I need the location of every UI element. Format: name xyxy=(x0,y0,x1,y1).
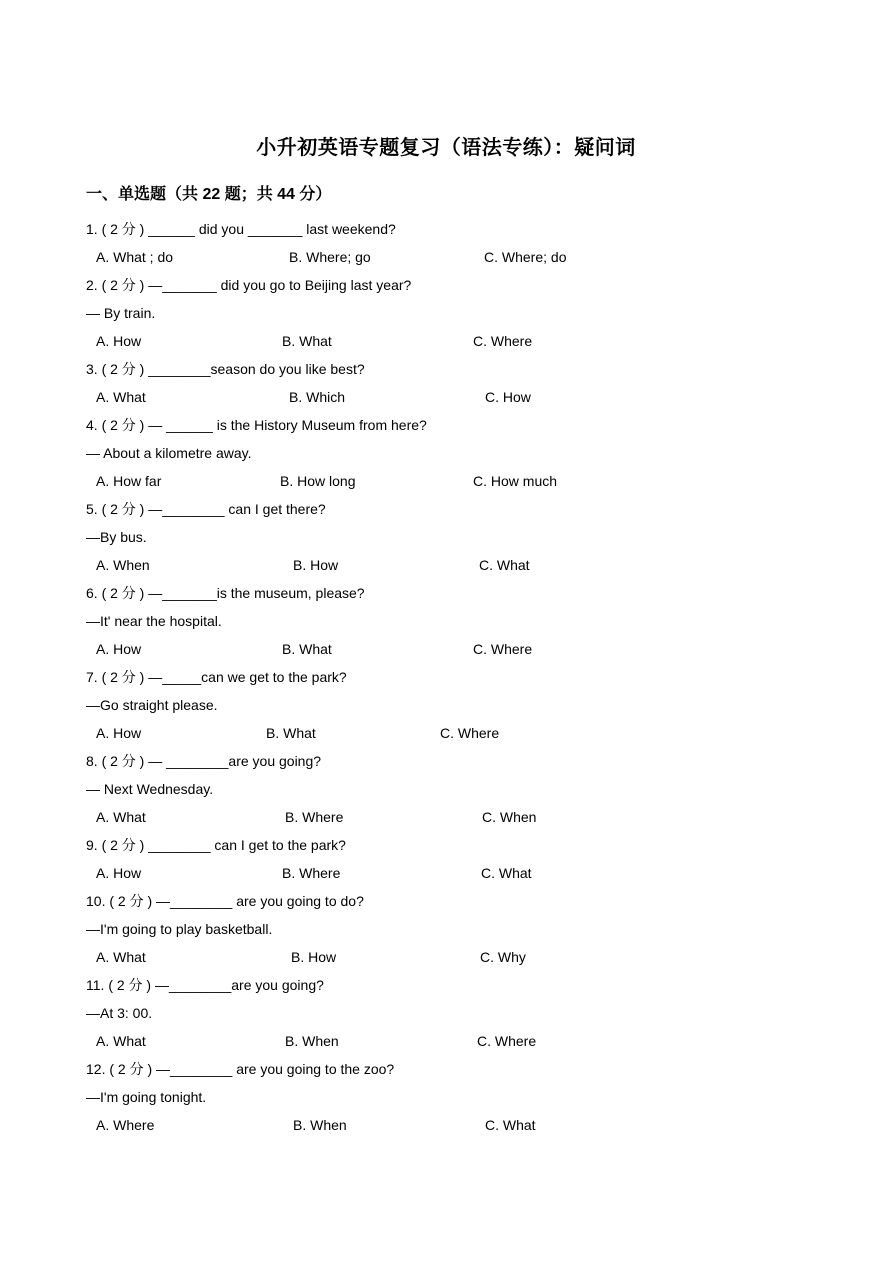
section-prefix: 一、单选题（共 xyxy=(86,186,203,203)
question-stem: 6. ( 2 分 ) —_______is the museum, please? xyxy=(86,585,365,601)
option-c: C. What xyxy=(485,1117,536,1133)
option-a: A. How xyxy=(96,725,142,741)
dialogue-answer: —I'm going to play basketball. xyxy=(86,921,273,937)
option-b: B. Where; go xyxy=(289,249,371,265)
dialogue-answer: — Next Wednesday. xyxy=(86,781,214,797)
option-b: B. How xyxy=(291,949,337,965)
option-c: C. What xyxy=(479,557,530,573)
question-stem: 4. ( 2 分 ) — ______ is the History Museum from here? xyxy=(86,417,427,433)
question-stem: 10. ( 2 分 ) —________ are you going to do? xyxy=(86,893,364,909)
option-c: C. Why xyxy=(480,949,526,965)
dialogue-answer: —At 3: 00. xyxy=(86,1005,153,1021)
option-c: C. Where xyxy=(473,333,533,349)
option-b: B. Where xyxy=(285,809,344,825)
dialogue-answer: —It' near the hospital. xyxy=(86,613,222,629)
option-c: C. Where xyxy=(473,641,533,657)
question-stem: 7. ( 2 分 ) —_____can we get to the park? xyxy=(86,669,347,685)
page-title: 小升初英语专题复习（语法专练）：疑问词 xyxy=(256,135,636,159)
question-stem: 9. ( 2 分 ) ________ can I get to the park? xyxy=(86,837,346,853)
option-c: C. Where; do xyxy=(484,249,567,265)
dialogue-answer: —I'm going tonight. xyxy=(86,1089,207,1105)
option-a: A. What xyxy=(96,389,146,405)
option-a: A. What xyxy=(96,949,146,965)
dialogue-answer: — By train. xyxy=(86,305,156,321)
option-c: C. How much xyxy=(473,473,558,489)
option-b: B. What xyxy=(282,641,332,657)
option-a: A. Where xyxy=(96,1117,155,1133)
option-a: A. How xyxy=(96,641,142,657)
option-c: C. What xyxy=(481,865,532,881)
option-a: A. What ; do xyxy=(96,249,174,265)
question-stem: 12. ( 2 分 ) —________ are you going to the zoo? xyxy=(86,1061,395,1077)
question-count: 22 xyxy=(202,186,221,203)
option-c: C. When xyxy=(482,809,537,825)
option-c: C. How xyxy=(485,389,531,405)
section-middle: 题；共 xyxy=(220,186,278,203)
option-c: C. Where xyxy=(477,1033,537,1049)
option-b: B. What xyxy=(266,725,316,741)
option-b: B. What xyxy=(282,333,332,349)
dialogue-answer: —By bus. xyxy=(86,529,147,545)
question-stem: 11. ( 2 分 ) —________are you going? xyxy=(86,977,324,993)
option-a: A. When xyxy=(96,557,150,573)
section-heading xyxy=(86,181,331,204)
question-stem: 5. ( 2 分 ) —________ can I get there? xyxy=(86,501,326,517)
dialogue-answer: —Go straight please. xyxy=(86,697,218,713)
option-a: A. What xyxy=(96,809,146,825)
option-b: B. Which xyxy=(289,389,346,405)
question-stem: 8. ( 2 分 ) — ________are you going? xyxy=(86,753,322,769)
option-a: A. How xyxy=(96,865,142,881)
option-b: B. How long xyxy=(280,473,356,489)
option-b: B. Where xyxy=(282,865,341,881)
question-stem: 2. ( 2 分 ) —_______ did you go to Beijing last year? xyxy=(86,277,412,293)
question-stem: 3. ( 2 分 ) ________season do you like best? xyxy=(86,361,365,377)
option-b: B. When xyxy=(285,1033,339,1049)
question-stem: 1. ( 2 分 ) ______ did you _______ last weekend? xyxy=(86,221,396,237)
option-c: C. Where xyxy=(440,725,500,741)
option-a: A. How xyxy=(96,333,142,349)
option-a: A. What xyxy=(96,1033,146,1049)
option-a: A. How far xyxy=(96,473,162,489)
section-suffix: 分） xyxy=(294,186,332,203)
total-points: 44 xyxy=(277,186,295,203)
option-b: B. How xyxy=(293,557,339,573)
option-b: B. When xyxy=(293,1117,347,1133)
dialogue-answer: — About a kilometre away. xyxy=(86,445,252,461)
